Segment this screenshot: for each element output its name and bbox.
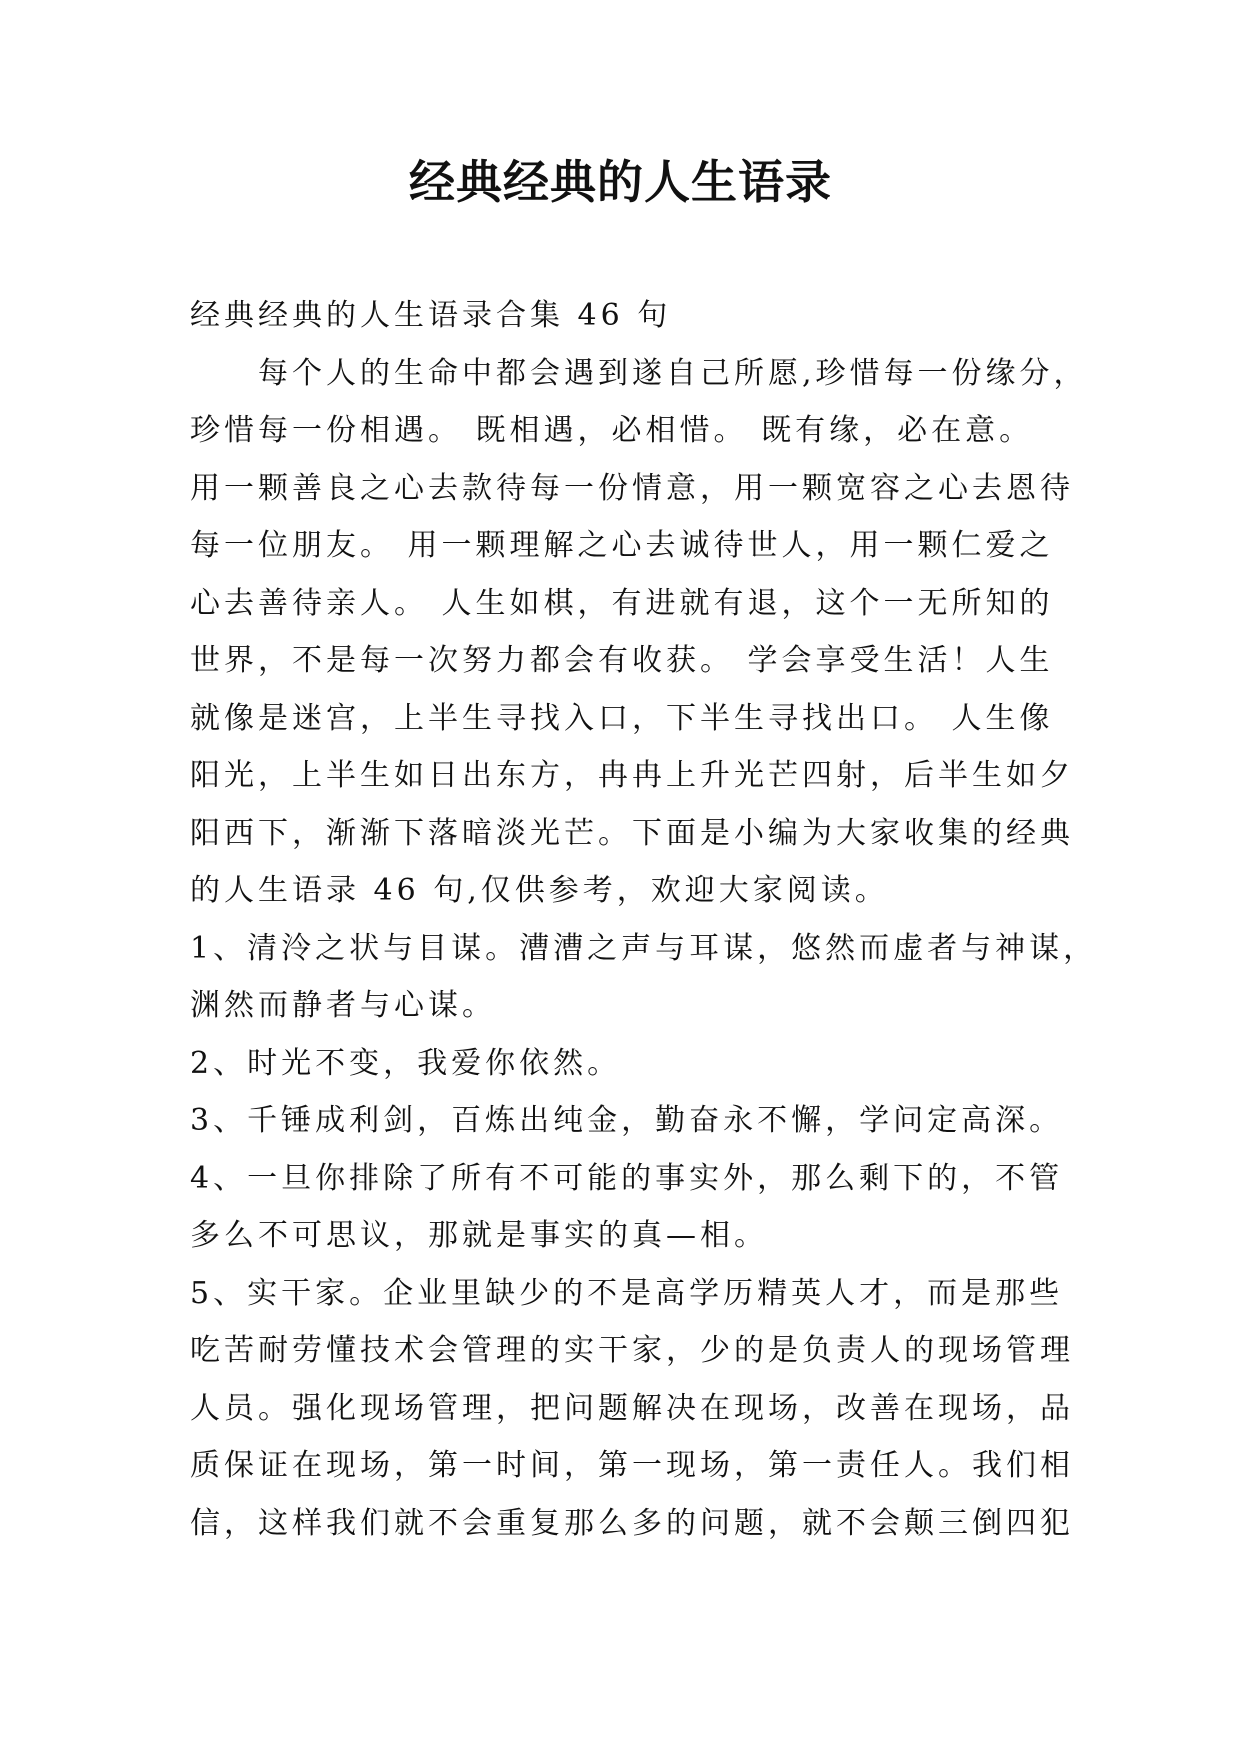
paragraph-line: 就像是迷宫，上半生寻找入口，下半生寻找出口。 人生像 xyxy=(190,700,1054,736)
document-body xyxy=(190,287,1098,1552)
quote-line: 人员。强化现场管理，把问题解决在现场，改善在现场，品 xyxy=(190,1390,1074,1426)
document-title: 经典经典的人生语录 xyxy=(409,155,832,209)
paragraph-line: 阳西下，渐渐下落暗淡光芒。下面是小编为大家收集的经典 xyxy=(190,815,1074,851)
quote-line: 信，这样我们就不会重复那么多的问题，就不会颠三倒四犯 xyxy=(190,1505,1074,1541)
subtitle-line: 经典经典的人生语录合集 46 句 xyxy=(190,298,672,333)
paragraph-line: 用一颗善良之心去款待每一份情意，用一颗宽容之心去恩待 xyxy=(190,470,1074,506)
quote-line: 4、一旦你排除了所有不可能的事实外，那么剩下的，不管 xyxy=(190,1160,1064,1196)
paragraph-line: 的人生语录 46 句,仅供参考，欢迎大家阅读。 xyxy=(190,873,889,908)
quote-line: 质保证在现场，第一时间，第一现场，第一责任人。我们相 xyxy=(190,1448,1074,1483)
paragraph-line: 世界，不是每一次努力都会有收获。 学会享受生活！人生 xyxy=(190,643,1054,678)
quote-line: 渊然而静者与心谋。 xyxy=(190,988,496,1023)
paragraph-line: 珍惜每一份相遇。 既相遇，必相惜。 既有缘，必在意。 xyxy=(190,413,1034,448)
quote-line: 3、千锤成利剑，百炼出纯金，勤奋永不懈，学问定高深。 xyxy=(190,1103,1064,1138)
paragraph-line: 阳光，上半生如日出东方，冉冉上升光芒四射，后半生如夕 xyxy=(190,758,1074,793)
paragraph-line: 每个人的生命中都会遇到遂自己所愿,珍惜每一份缘分， xyxy=(258,355,1088,391)
quote-line: 5、实干家。企业里缺少的不是高学历精英人才，而是那些 xyxy=(190,1275,1064,1311)
quote-line: 吃苦耐劳懂技术会管理的实干家，少的是负责人的现场管理 xyxy=(190,1333,1074,1368)
paragraph-line: 每一位朋友。 用一颗理解之心去诚待世人，用一颗仁爱之 xyxy=(190,528,1054,563)
quote-line: 1、清泠之状与目谋。漕漕之声与耳谋，悠然而虚者与神谋， xyxy=(190,930,1098,966)
quote-line: 多么不可思议，那就是事实的真—相。 xyxy=(190,1218,768,1253)
paragraph-line: 心去善待亲人。 人生如棋，有进就有退，这个一无所知的 xyxy=(190,585,1054,621)
quote-line: 2、时光不变，我爱你依然。 xyxy=(190,1045,622,1081)
